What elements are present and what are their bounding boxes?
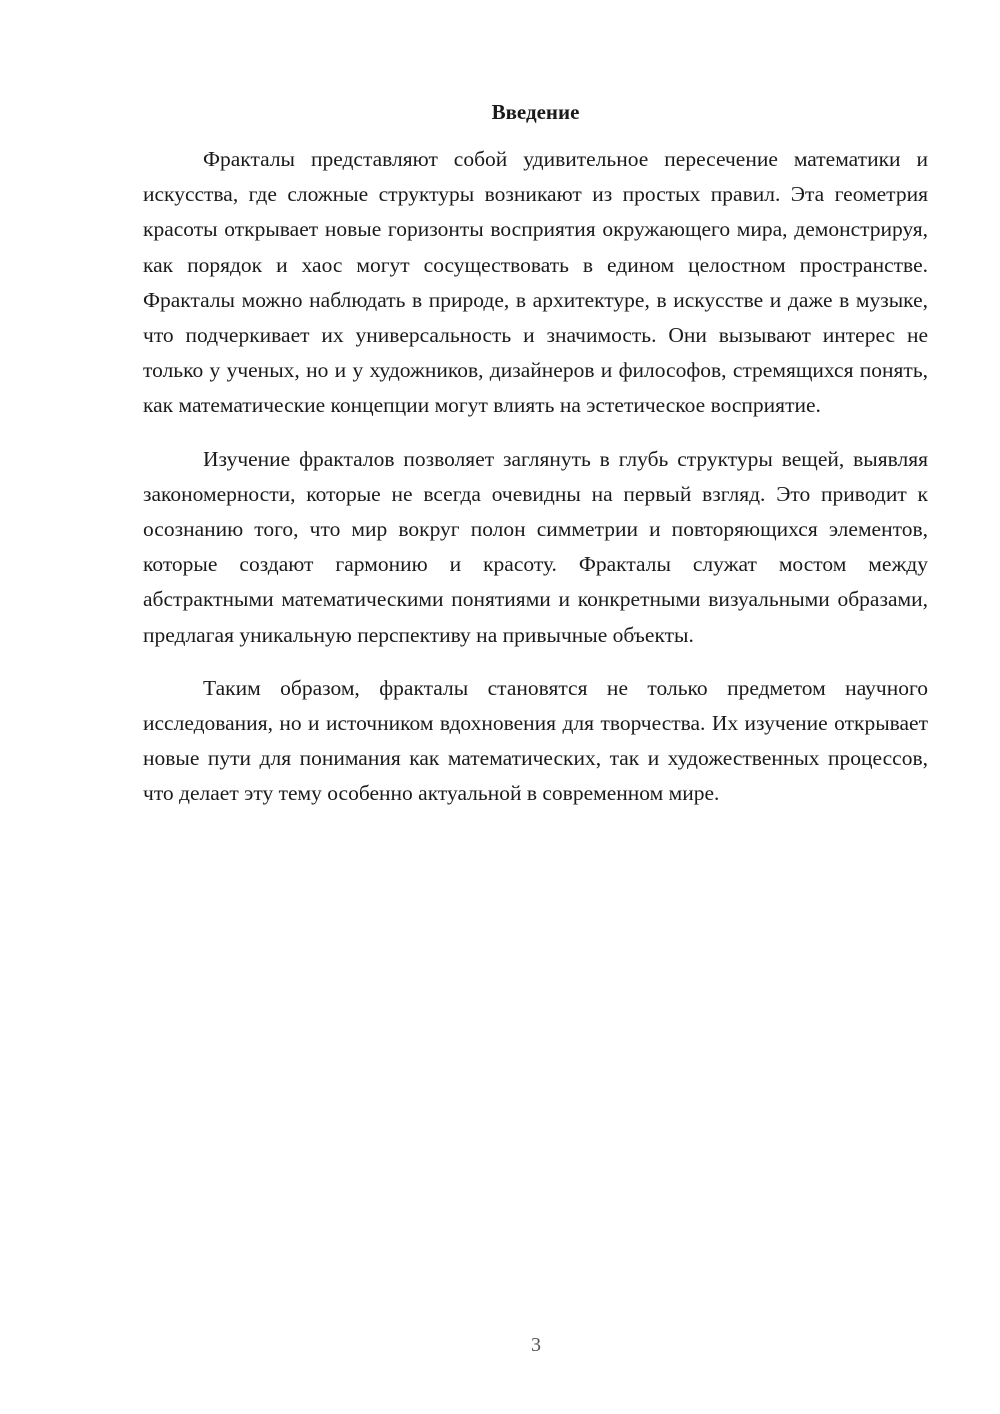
paragraph-1: Фракталы представляют собой удивительное пересечение математики и искусства, где сложные структуры возникают из простых правил. Эта геометрия красоты открывает новые горизонты восприятия окружающего мира, демонстрируя, как порядок и хаос могут сосуществовать в едином целостном пространстве. Фракталы можно наблюдать в природе, в архитектуре, в искусстве и даже в музыке, что подчеркивает их универсальность и значимость. Они вызывают интерес не только у ученых, но и у художников, дизайнеров и философов, стремящихся понять, как математические концепции могут влиять на эстетическое восприятие. [143, 147, 928, 418]
page-content [143, 96, 928, 830]
paragraph-3: Таким образом, фракталы становятся не только предметом научного исследования, но и источником вдохновения для творчества. Их изучение открывает новые пути для понимания как математических, так и художественных процессов, что делает эту тему особенно актуальной в современном мире. [143, 675, 928, 806]
paragraph-2: Изучение фракталов позволяет заглянуть в глубь структуры вещей, выявляя закономерности, которые не всегда очевидны на первый взгляд. Это приводит к осознанию того, что мир вокруг полон симметрии и повторяющихся элементов, которые создают гармонию и красоту. Фракталы служат мостом между абстрактными математическими понятиями и конкретными визуальными образами, предлагая уникальную перспективу на привычные объекты. [143, 446, 928, 647]
section-title: Введение [491, 100, 580, 124]
page-number: 3 [531, 1334, 541, 1356]
